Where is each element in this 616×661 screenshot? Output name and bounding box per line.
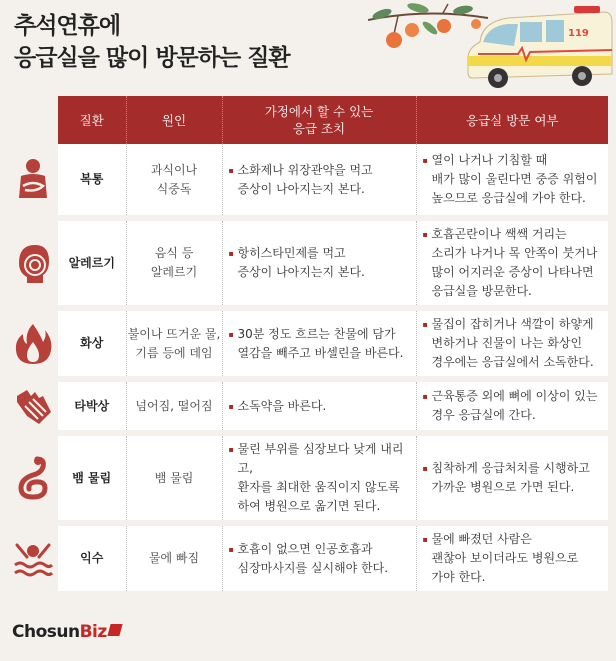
home-care-bullet: ▪ 소독약을 바른다. [229,397,408,416]
fire-icon [8,308,58,379]
er-visit-text [416,144,608,218]
logo-accent: Biz [79,622,107,642]
home-care-text [222,308,416,379]
er-visit-bullet: ▪ 침착하게 응급처치를 시행하고 가까운 병원으로 가면 된다. [423,459,601,497]
allergy-icon [8,218,58,308]
stomach-ache-icon [8,144,58,218]
disease-name: 뱀 물림 [58,433,126,523]
home-care-bullet: ▪ 물린 부위를 심장보다 낮게 내리고, 환자를 최대한 움직이지 않도록 하여 병원으로 옮기면 된다. [229,440,408,516]
table-header-row [8,96,608,144]
er-visit-bullet: ▪ 물집이 잡히거나 색깔이 하얗게 변하거나 진물이 나는 화상인 경우에는 응급실에서 소독한다. [423,315,601,372]
page-title [14,10,290,74]
er-visit-bullet: ▪ 호흡곤란이나 쌕쌕 거리는 소리가 나거나 목 안쪽이 붓거나 많이 어지러운 증상이 나타나면 응급실을 방문한다. [423,225,601,301]
header-cause: 원인 [126,96,222,144]
er-visit-bullet: ▪ 근육통증 외에 뼈에 이상이 있는 경우 응급실에 간다. [423,387,601,425]
home-care-text [222,523,416,594]
ambulance-icon [468,6,612,88]
header-disease: 질환 [58,96,126,144]
home-care-text [222,144,416,218]
er-visit-text [416,433,608,523]
persimmon-ambulance-illustration [368,0,616,98]
disease-name: 화상 [58,308,126,379]
disease-cause: 넘어짐, 떨어짐 [126,379,222,433]
table-row [8,144,608,218]
home-care-text [222,433,416,523]
ambulance-label: 119 [568,28,589,39]
bandaged-hand-icon [8,379,58,433]
title-line-2: 응급실을 많이 방문하는 질환 [14,45,290,71]
table-row [8,379,608,433]
disease-cause: 뱀 물림 [126,433,222,523]
disease-cause: 음식 등 알레르기 [126,218,222,308]
er-visit-bullet: ▪ 열이 나거나 기침할 때 배가 많이 울린다면 중증 위험이 높으므로 응급실에 가야 한다. [423,151,601,208]
table-row [8,523,608,594]
header-er-visit: 응급실 방문 여부 [416,96,608,144]
logo-mark-icon [107,624,122,636]
header-icon-spacer [8,96,58,144]
disease-name: 알레르기 [58,218,126,308]
disease-cause: 불이나 뜨거운 물, 기름 등에 데임 [126,308,222,379]
er-visit-text [416,379,608,433]
home-care-text [222,379,416,433]
disease-cause: 물에 빠짐 [126,523,222,594]
er-visit-bullet: ▪ 물에 빠졌던 사람은 괜찮아 보이더라도 병원으로 가야 한다. [423,530,601,587]
home-care-bullet: ▪ 호흡이 없으면 인공호흡과 심장마사지를 실시해야 한다. [229,540,408,578]
disease-name: 익수 [58,523,126,594]
header-home-care: 가정에서 할 수 있는 응급 조치 [222,96,416,144]
disease-table [8,96,608,597]
disease-cause: 과식이나 식중독 [126,144,222,218]
table-row [8,433,608,523]
logo-main: Chosun [12,622,80,642]
home-care-text [222,218,416,308]
title-line-1: 추석연휴에 [14,13,121,39]
home-care-bullet: ▪ 소화제나 위장관약을 먹고 증상이 나아지는지 본다. [229,161,408,199]
snake-icon [8,433,58,523]
er-visit-text [416,218,608,308]
home-care-bullet: ▪ 30분 정도 흐르는 찬물에 담가 열감을 빼주고 바셀린을 바른다. [229,325,408,363]
home-care-bullet: ▪ 항히스타민제를 먹고 증상이 나아지는지 본다. [229,244,408,282]
table-row [8,218,608,308]
er-visit-text [416,308,608,379]
disease-name: 타박상 [58,379,126,433]
disease-name: 복통 [58,144,126,218]
er-visit-text [416,523,608,594]
chosunbiz-logo [12,622,121,642]
drowning-icon [8,523,58,594]
table-row [8,308,608,379]
